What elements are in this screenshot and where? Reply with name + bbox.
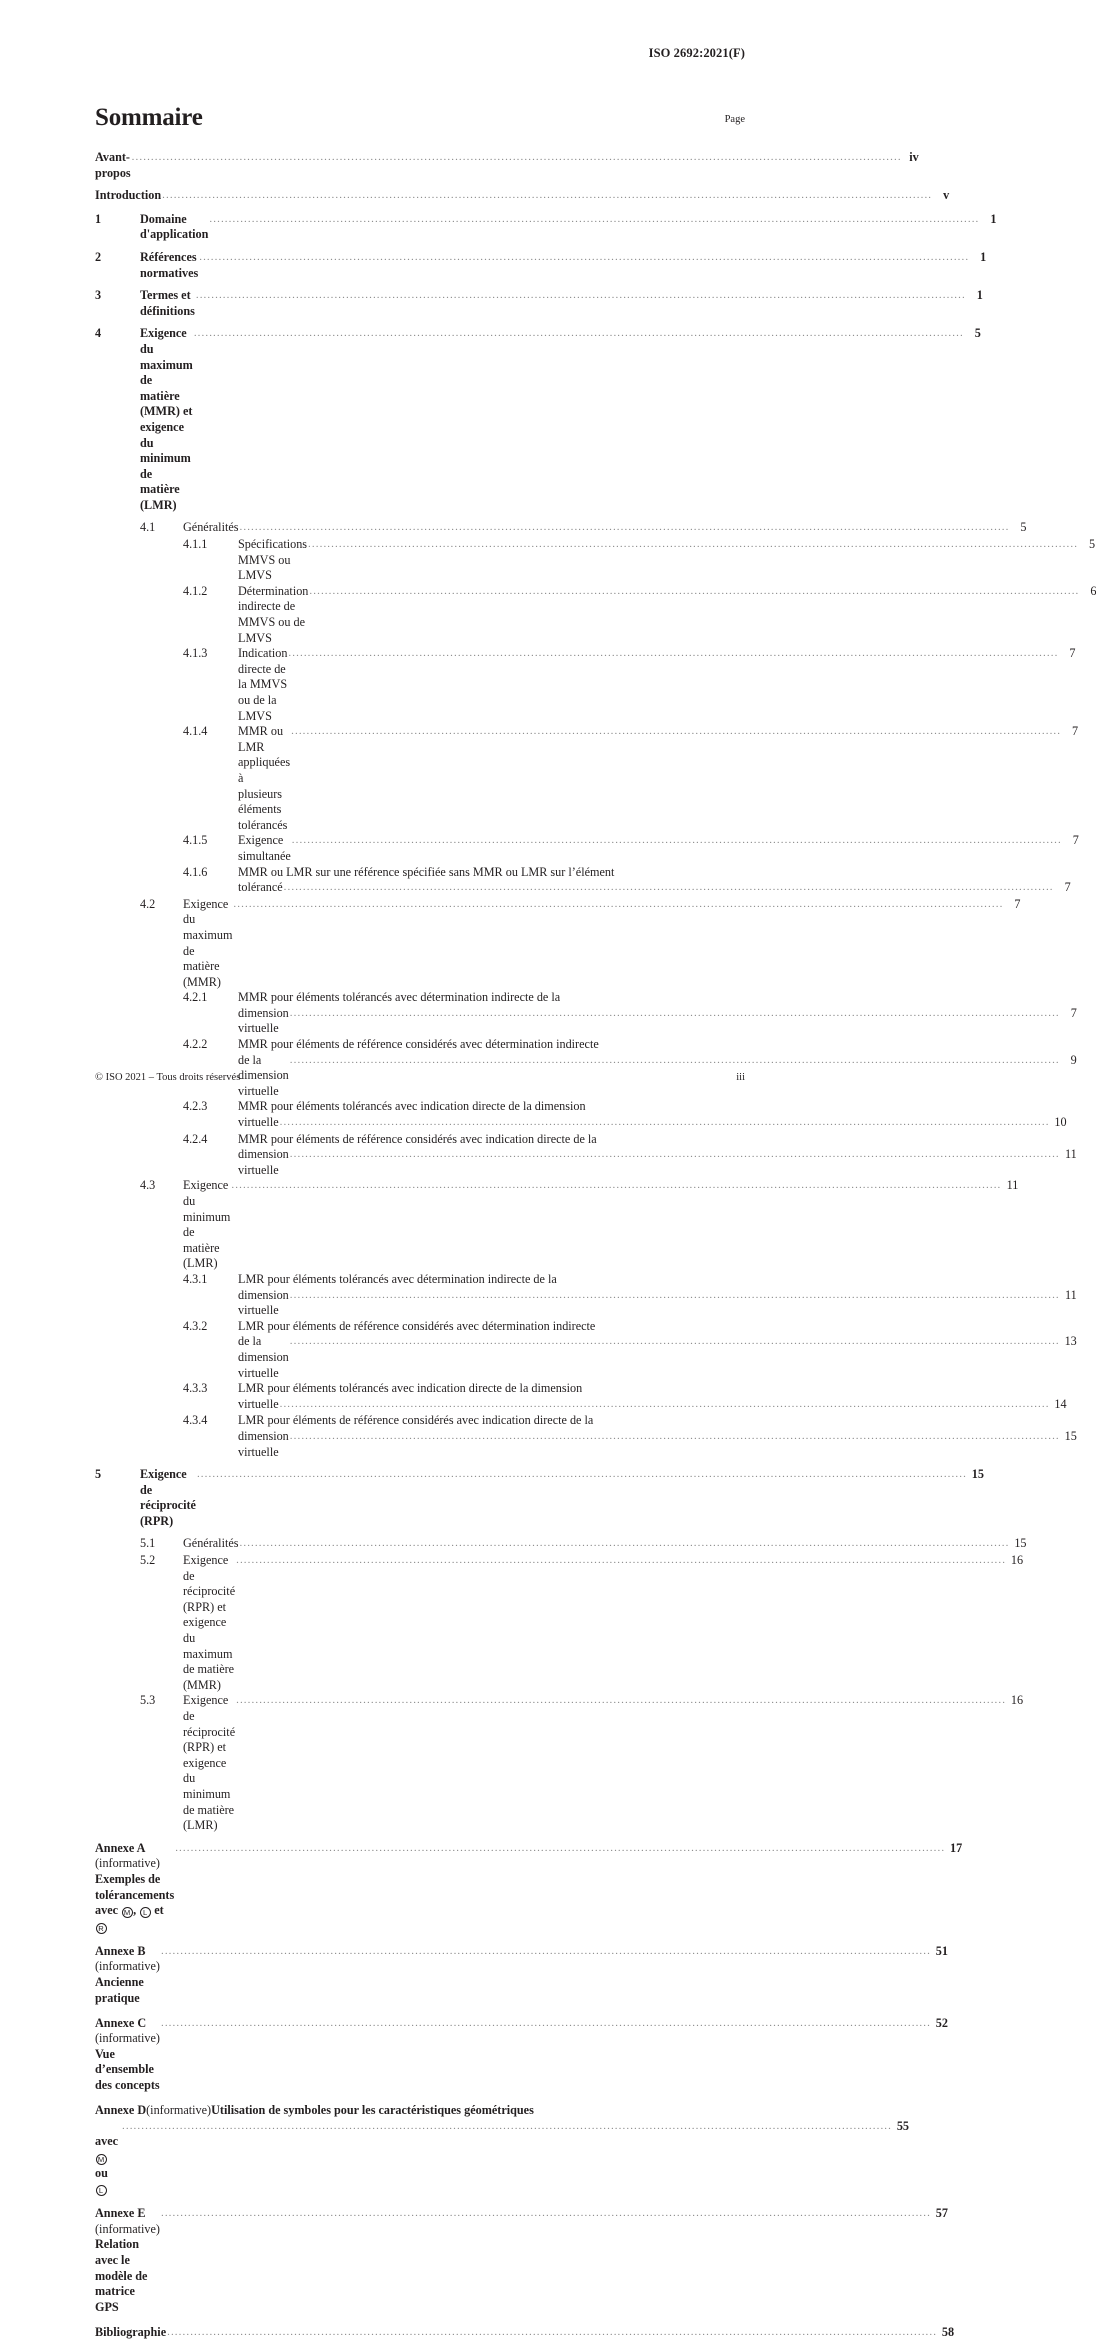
toc-page-number: 7 [1064,880,1071,895]
toc-entry[interactable] [95,1037,1077,1099]
toc-entry-label: LMR pour éléments de référence considérés avec indication directe de la [238,1413,594,1428]
toc-entry-number: 2 [95,249,102,264]
toc-entry-text [140,288,983,319]
toc-entry-number: 4.1.3 [183,646,208,661]
toc-entry[interactable] [95,249,987,281]
dot-leader [199,250,969,266]
toc-entry-line [238,1272,746,1288]
toc-entry-label: Introduction [95,188,162,203]
toc-page-number: v [943,188,950,203]
toc-annex-text [95,2324,955,2342]
toc-entry-text [238,724,1079,833]
toc-entry-label: Généralités [183,1536,239,1551]
dot-leader [233,897,1003,913]
toc-entry-label [95,2119,121,2197]
toc-entry-label: MMR ou LMR sur une référence spécifiée sans MMR ou LMR sur l’élément [238,864,615,879]
dot-leader [197,1467,967,1483]
toc-page-number: 11 [1006,1178,1019,1193]
toc-entry-line [238,1037,746,1053]
toc-entry-number: 4.1 [140,520,156,535]
toc-annex-entry[interactable] [95,2015,948,2094]
toc-entry-number: 4.1.5 [183,833,208,848]
toc-page-number: 6 [1090,583,1096,598]
toc-entry-label [95,1841,174,1935]
toc-annex-entry[interactable] [95,2324,955,2342]
toc-entry-number: 4.2.1 [183,990,208,1005]
toc-page-number: 16 [1010,1693,1024,1708]
toc-annex-entry[interactable] [95,1840,963,1935]
dot-leader [161,2206,931,2222]
toc-entry-number: 4.1.2 [183,583,208,598]
annex-qualifier: (informative) [95,2221,160,2236]
toc-page-number: 15 [971,1467,984,1482]
toc-entry-label: MMR pour éléments de référence considérés avec détermination indirecte [238,1037,599,1052]
toc-entry-label: virtuelle [238,1396,279,1411]
toc-entry-label: Avant-propos [95,150,131,180]
toc-entry-number: 4.2.3 [183,1099,208,1114]
dot-leader [231,1178,1001,1194]
dot-leader [309,584,1079,600]
annex-conjunction: ou [95,2165,108,2180]
toc-annex-text [95,1943,948,2006]
toc-entry-text [238,1037,1077,1099]
toc-entry[interactable] [95,833,1079,864]
toc-annex-entry[interactable] [95,2103,909,2197]
toc-entry-number: 3 [95,288,102,303]
toc-entry-label: MMR pour éléments tolérancés avec indication directe de la dimension [238,1099,586,1114]
toc-title-row [95,104,745,132]
page-folio: iii [736,1072,745,1083]
toc-page-number: 10 [1054,1115,1067,1130]
toc-entry-text [183,1536,1027,1553]
circled-l-icon: L [96,2185,107,2196]
toc-entry-number: 4.3.3 [183,1381,208,1396]
toc-entry-number: 4.3.2 [183,1318,208,1333]
toc-entry-number: 5 [95,1467,102,1482]
toc-page-number: 5 [1020,520,1027,535]
toc-annex-page-number: 17 [950,1840,963,1855]
dot-leader [236,1553,1006,1569]
toc-page-number: 1 [980,249,987,264]
dot-leader [290,1288,1060,1304]
toc-entry-text [183,896,1021,991]
toc-entry-label: Exigence du maximum de matière (MMR) [183,896,233,989]
toc-entry-text [183,1178,1019,1272]
dot-leader [196,288,966,304]
toc-page-number: 7 [1069,646,1076,661]
toc-entry-label: LMR pour éléments tolérancés avec détermination indirecte de la [238,1271,557,1286]
toc-entry-label: Exigence de réciprocité (RPR) [140,1467,196,1528]
annex-qualifier: (informative) [95,1959,160,1974]
toc-entry[interactable] [95,1467,984,1529]
toc-entry[interactable] [95,1271,1077,1319]
toc-entry-line [238,1319,746,1335]
toc-entry-label: Exigence de réciprocité (RPR) et exigence du maximum de matière (MMR) [183,1553,236,1692]
dot-leader [240,520,1010,536]
annex-qualifier: (informative) [95,1856,160,1871]
toc-entry-line [238,865,746,881]
toc-entry-label [95,2016,160,2094]
circled-m-icon: M [96,2154,107,2165]
toc-entry-label: virtuelle [238,1115,279,1130]
toc-entry-text [183,1693,1024,1833]
toc-entry[interactable] [95,724,1079,833]
toc-entry-label: LMR pour éléments tolérancés avec indication directe de la dimension [238,1381,583,1396]
dot-leader [240,1536,1010,1552]
circled-l-icon: L [140,1907,151,1918]
dot-leader [175,1841,945,1857]
toc-entry-text [238,583,1096,646]
toc-entry[interactable] [95,1693,1024,1833]
toc-entry-label: de la dimension virtuelle [238,1052,289,1098]
page-footer [95,1072,745,1083]
circled-m-icon: M [122,1907,133,1918]
toc-entry[interactable] [95,1318,1077,1381]
toc-entry-label: dimension virtuelle [238,1287,289,1318]
dot-leader [284,880,1054,896]
toc-entry-number: 4.1.4 [183,724,208,739]
toc-entry-number: 4.2.4 [183,1131,208,1146]
toc-entry-line [238,1381,746,1397]
dot-leader [162,188,932,204]
toc-entry[interactable] [95,646,1076,724]
toc-entry-text [183,1553,1024,1693]
toc-entry-number: 1 [95,211,102,226]
annex-title: Ancienne pratique [95,1975,144,2005]
toc-entry[interactable] [95,990,1077,1037]
toc-entry[interactable] [95,1536,1027,1553]
toc-annex-entry[interactable] [95,1943,948,2006]
dot-leader [280,1397,1050,1413]
toc-entry-label: dimension virtuelle [238,1428,289,1459]
dot-leader [132,150,902,166]
toc-entry-label [95,2325,166,2341]
toc-entry-text [140,326,981,513]
dot-leader [291,724,1061,740]
toc-entry-label: MMR pour éléments tolérancés avec détermination indirecte de la [238,990,561,1005]
toc-entry-number: 4.3 [140,1178,156,1193]
annex-line [95,2103,746,2119]
symbol-separator: , [133,1903,140,1918]
toc-entry-label: dimension virtuelle [238,1147,289,1177]
document-reference-header: ISO 2692:2021(F) [648,46,745,60]
toc-entry-label: tolérancé [238,880,283,895]
toc-entry-number: 4 [95,326,102,341]
toc-annex-text [95,1840,963,1935]
toc-entry-number: 5.3 [140,1693,156,1708]
dot-leader [290,1006,1060,1022]
toc-annex-text [95,2206,948,2315]
dot-leader [288,646,1058,662]
toc-page-number: 11 [1065,1147,1077,1162]
annex-title: Vue d’ensemble des concepts [95,2046,160,2093]
toc-entry[interactable] [95,288,983,319]
toc-entry-text [95,188,950,205]
toc-entry-text [140,249,987,281]
toc-page-number: 5 [974,326,981,341]
annex-title: Exemples de tolérancements avec [95,1871,175,1918]
toc-entry[interactable] [95,1099,1067,1131]
toc-entry-number: 4.3.4 [183,1413,208,1428]
toc-entry-label: Indication directe de la MMVS ou de la LMVS [238,646,288,723]
toc-entry-text [95,150,919,181]
toc-page-number: 7 [1072,833,1079,848]
toc-page-number: 14 [1054,1396,1067,1411]
toc-entry[interactable] [95,326,981,513]
toc-entry-line [238,1132,746,1148]
toc-entry-text [238,833,1079,864]
dot-leader [161,1944,931,1960]
toc-annex-page-number: 55 [896,2118,909,2133]
toc-entry-label: Exigence du maximum de matière (MMR) et exigence du minimum de matière (LMR) [140,326,193,512]
toc-entry[interactable] [95,1131,1077,1179]
annex-name: Annexe E [95,2206,146,2221]
dot-leader [290,1429,1060,1445]
toc-entry-number: 4.2 [140,896,156,911]
toc-annex-text [95,2103,909,2197]
toc-entry[interactable] [95,864,1071,897]
toc-entry-text [238,537,1096,584]
copyright-notice: © ISO 2021 – Tous droits réservés [95,1072,241,1083]
annex-name: Annexe B [95,1943,146,1958]
toc-entry-text [238,990,1077,1037]
toc-entry-text [140,211,997,243]
toc-entry-text [238,1381,1067,1413]
toc-entry-label: Exigence du minimum de matière (LMR) [183,1178,231,1271]
toc-entry-label: LMR pour éléments de référence considérés avec détermination indirecte [238,1318,596,1333]
dot-leader [280,1115,1050,1131]
toc-annex-page-number: 57 [935,2206,948,2221]
toc-entry-label: MMR pour éléments de référence considérés avec indication directe de la [238,1131,597,1146]
toc-entry-number: 4.1.6 [183,864,208,879]
toc-page-number: 5 [1088,537,1096,552]
dot-leader [161,2016,931,2032]
toc-annex-page-number: 52 [935,2015,948,2030]
toc-entry-label: Spécifications MMVS ou LMVS [238,537,308,583]
toc-page-number: 15 [1014,1536,1027,1551]
dot-leader [122,2119,892,2135]
dot-leader [290,1147,1060,1163]
toc-entry-number: 5.1 [140,1536,156,1551]
dot-leader [290,1053,1060,1069]
annex-qualifier: (informative) [95,2031,160,2046]
toc-entry-label [95,2206,160,2315]
toc-entry-text [238,1131,1077,1179]
toc-entry-label: Termes et définitions [140,288,195,318]
toc-entry-text [238,1413,1077,1460]
toc-entry-label [95,1944,160,2006]
toc-annex-text [95,2015,948,2094]
toc-entry[interactable] [95,211,997,243]
page-column-label: Page [724,114,745,125]
toc-entry-text [238,1318,1077,1381]
toc-page-number: 9 [1070,1052,1077,1067]
toc-page-number: 1 [976,288,983,303]
toc-entry[interactable] [95,537,1096,584]
toc-annex-entry[interactable] [95,2206,948,2315]
toc-entry-number: 5.2 [140,1553,156,1568]
annex-title-line2: avec [95,2134,119,2149]
circled-r-icon: R [96,1923,107,1934]
toc-entry[interactable] [95,1178,1019,1272]
dot-leader [209,212,979,228]
toc-page-number: 16 [1010,1553,1024,1568]
toc-entry[interactable] [95,1553,1024,1693]
toc-entry-text [140,1467,984,1529]
page-title: Sommaire [95,104,203,131]
annex-title: Relation avec le modèle de matrice GPS [95,2237,148,2314]
dot-leader [308,537,1078,553]
toc-entry[interactable] [95,1413,1077,1460]
toc-entry-label: Exigence simultanée [238,833,291,863]
toc-page-number: 7 [1072,724,1079,739]
toc-entry-text [238,1099,1067,1131]
toc-entry[interactable] [95,1381,1067,1413]
toc-page-number: 7 [1014,896,1021,911]
toc-annex-page-number: 58 [941,2324,955,2339]
toc-entry-number: 4.3.1 [183,1271,208,1286]
dot-leader [292,833,1062,849]
annex-qualifier: (informative) [146,2103,212,2118]
toc-entry-label: Références normatives [140,249,199,280]
toc-entry-text [238,1271,1077,1319]
dot-leader [290,1334,1060,1350]
annex-name: Annexe C [95,2015,147,2030]
toc-entry[interactable] [95,188,950,205]
toc-page-number: 11 [1065,1287,1077,1302]
toc-entry-number: 4.2.2 [183,1037,208,1052]
toc-entry-label: Exigence de réciprocité (RPR) et exigence du minimum de matière (LMR) [183,1693,236,1833]
toc-entry-line [238,990,746,1006]
toc-annex-page-number: 51 [935,1943,948,1958]
dot-leader [167,2325,937,2341]
table-of-contents [95,150,1096,2351]
toc-entry-line [238,1413,746,1429]
annex-name: Bibliographie [95,2324,167,2339]
toc-entry-number: 4.1.1 [183,537,208,552]
toc-entry[interactable] [95,896,1021,991]
toc-entry-text [238,646,1076,724]
toc-page-number: 1 [990,211,997,226]
toc-entry-label: Généralités [183,520,239,535]
toc-entry[interactable] [95,520,1027,537]
toc-entry[interactable] [95,150,919,181]
toc-entry[interactable] [95,583,1096,646]
toc-entry-label: dimension virtuelle [238,1005,289,1036]
toc-page-number: 13 [1064,1334,1077,1349]
toc-entry-label: Domaine d'application [140,211,209,242]
toc-page-number: 7 [1070,1005,1077,1020]
toc-page-number: 15 [1064,1428,1077,1443]
toc-entry-text [238,864,1071,897]
dot-leader [194,326,964,342]
toc-entry-label: MMR ou LMR appliquées à plusieurs éléments tolérancés [238,724,291,832]
annex-name: Annexe A [95,1840,146,1855]
toc-entry-line [238,1099,746,1115]
annex-title: Utilisation de symboles pour les caractéristiques géométriques [211,2103,534,2118]
annex-name: Annexe D [95,2103,147,2118]
symbol-separator: et [151,1903,164,1918]
toc-entry-label: Détermination indirecte de MMVS ou de LMVS [238,583,309,645]
toc-entry-label: de la dimension virtuelle [238,1334,289,1380]
dot-leader [236,1693,1006,1709]
toc-page-number: iv [909,150,919,164]
toc-entry-text [183,520,1027,537]
